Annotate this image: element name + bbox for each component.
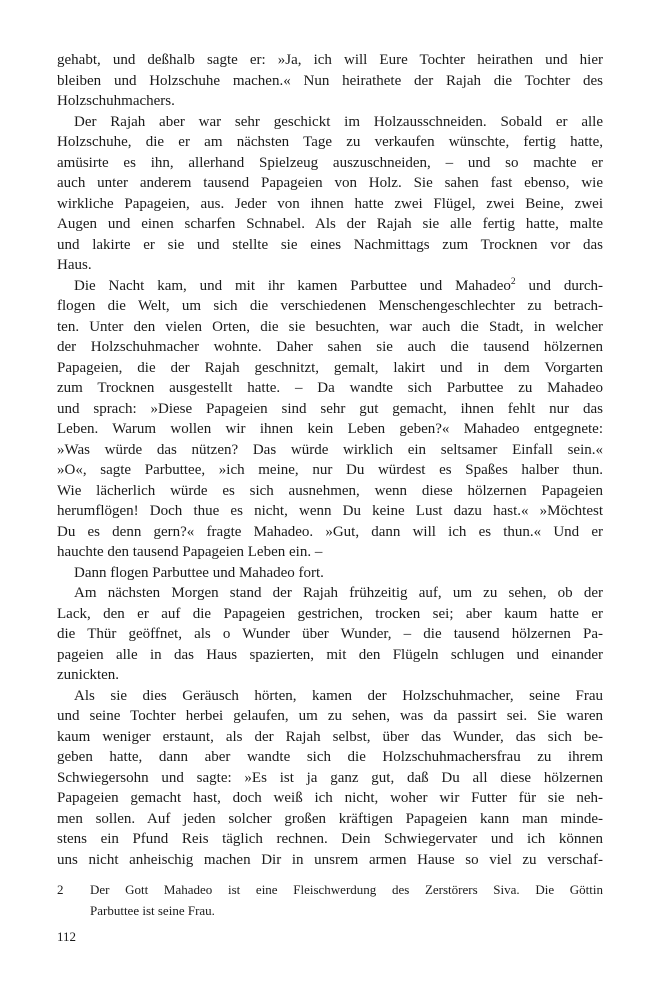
paragraph: [57, 50, 603, 112]
text-line: Holzschuhmachers.: [57, 93, 175, 109]
text-line: und sprach: »Diese Papageien sind sehr gut gemacht, ihnen fehlt nur das: [57, 400, 603, 417]
text-line: Wie lächerlich würde es sich ausnehmen, wenn diese hölzernen Papageien: [57, 482, 603, 499]
text-line: Dann flogen Parbuttee und Mahadeo fort.: [74, 564, 324, 581]
body-text: [57, 50, 603, 870]
text-line: uns nicht anheischig machen Dir in unsrem armen Hause so viel zu verschaf-: [57, 851, 603, 868]
text-line: »Was würde das nützen? Das würde wirklich ein seltsamer Einfall sein.«: [57, 441, 603, 458]
paragraph: [57, 563, 603, 584]
text-line: kaum weniger erstaunt, als der Rajah selbst, über das Wunder, das sich be-: [57, 728, 603, 745]
text-line: gehabt, und deßhalb sagte er: »Ja, ich will Eure Tochter heirathen und hier: [57, 52, 603, 68]
text-line: zum Trocknen ausgestellt hatte. – Da wandte sich Parbuttee zu Mahadeo: [57, 380, 603, 396]
text-line: Schwiegersohn und sagte: »Es ist ja ganz gut, daß Du all diese hölzernen: [57, 769, 603, 786]
text-line: Papageien, die der Rajah geschnitzt, gemalt, lakirt und in dem Vorgarten: [57, 359, 603, 376]
footnote-reference: 2: [510, 276, 516, 287]
text-line: »O«, sagte Parbuttee, »ich meine, nur Du würdest es Spaßes halber thun.: [57, 462, 603, 478]
text-line: ten. Unter den vielen Orten, die sie besuchten, war auch die Stadt, in welcher: [57, 318, 603, 335]
footnote-line: Parbuttee ist seine Frau.: [90, 903, 215, 918]
text-line: geben hatte, dann aber wandte sich die Holzschuhmachersfrau zu ihrem: [57, 749, 603, 765]
text-line: Lack, den er auf die Papageien gestrichen, trocken sei; aber kaum hatte er: [57, 605, 603, 622]
text-line: Der Rajah aber war sehr geschickt im Holzausschneiden. Sobald er alle: [74, 113, 603, 130]
text-line: Du es denn gern?« fragte Mahadeo. »Gut, dann will ich es thun.« Und er: [57, 523, 603, 540]
paragraph: [57, 276, 603, 563]
text-line: die Thür geöffnet, als o Wunder über Wunder, – die tausend hölzernen Pa-: [57, 626, 603, 642]
text-line: und lakirte er sie und stellte sie eines Nachmittags zum Trocknen vor das: [57, 236, 603, 253]
text-line: stens ein Pfund Reis täglich rechnen. Dein Schwiegervater und ich können: [57, 831, 603, 847]
text-line: bleiben und Holzschuhe machen.« Nun heirathete der Rajah die Tochter des: [57, 72, 603, 89]
text-line: Am nächsten Morgen stand der Rajah frühzeitig auf, um zu sehen, ob der: [74, 585, 603, 601]
text-line: herumflögen! Doch thue es nicht, wenn Du keine Lust dazu hast.« »Möchtest: [57, 503, 603, 519]
text-line: pageien alle in das Haus spazierten, mit den Flügeln schlugen und einander: [57, 646, 603, 663]
text-line: wirkliche Papageien, aus. Jeder von ihnen hatte zwei Flügel, zwei Beine, zwei: [57, 195, 603, 212]
text-line: Leben. Warum wollen wir ihnen kein Leben geben?« Mahadeo entgegnete:: [57, 421, 603, 437]
paragraph: [57, 112, 603, 276]
footnote: [57, 879, 603, 921]
text-line: und seine Tochter herbei gelaufen, um zu sehen, was da passirt sei. Sie waren: [57, 708, 603, 724]
text-line: der Holzschuhmacher wohnte. Daher sahen sie auch die tausend hölzernen: [57, 339, 603, 355]
text-segment: Die Nacht kam, und mit ihr kamen Parbuttee und Mahadeo: [74, 277, 511, 294]
footnote-text: [90, 879, 603, 921]
paragraph: [57, 686, 603, 871]
footnote-line: Der Gott Mahadeo ist eine Fleischwerdung des Zerstörers Siva. Die Göttin: [90, 882, 603, 897]
text-line: flogen die Welt, um sich die verschiedenen Menschengeschlechter zu betrach-: [57, 298, 603, 314]
paragraph: [57, 583, 603, 686]
text-line: auch unter anderem tausend Papageien von Holz. Sie sahen fast ebenso, wie: [57, 175, 603, 191]
text-line: [57, 276, 603, 297]
text-line: Holzschuhe, die er am nächsten Tage zu verkaufen wünschte, fertig hatte,: [57, 134, 603, 150]
text-line: Papageien gemacht hast, doch weiß ich nicht, woher wir Futter für sie neh-: [57, 790, 603, 806]
page-number: 112: [57, 929, 77, 944]
text-line: hauchte den tausend Papageien Leben ein. –: [57, 544, 323, 560]
text-line: Augen und einen scharfen Schnabel. Als der Rajah sie alle fertig hatte, malte: [57, 216, 603, 232]
footnote-marker: 2: [57, 882, 64, 897]
text-line: men sollen. Auf jeden solcher großen kräftigen Papageien kann man minde-: [57, 810, 603, 827]
text-segment: und durch-: [515, 277, 603, 294]
text-line: Haus.: [57, 257, 92, 273]
text-line: amüsirte es ihn, allerhand Spielzeug auszuschneiden, – und so machte er: [57, 154, 603, 171]
text-line: zunickten.: [57, 667, 120, 683]
text-line: Als sie dies Geräusch hörten, kamen der Holzschuhmacher, seine Frau: [74, 687, 603, 704]
